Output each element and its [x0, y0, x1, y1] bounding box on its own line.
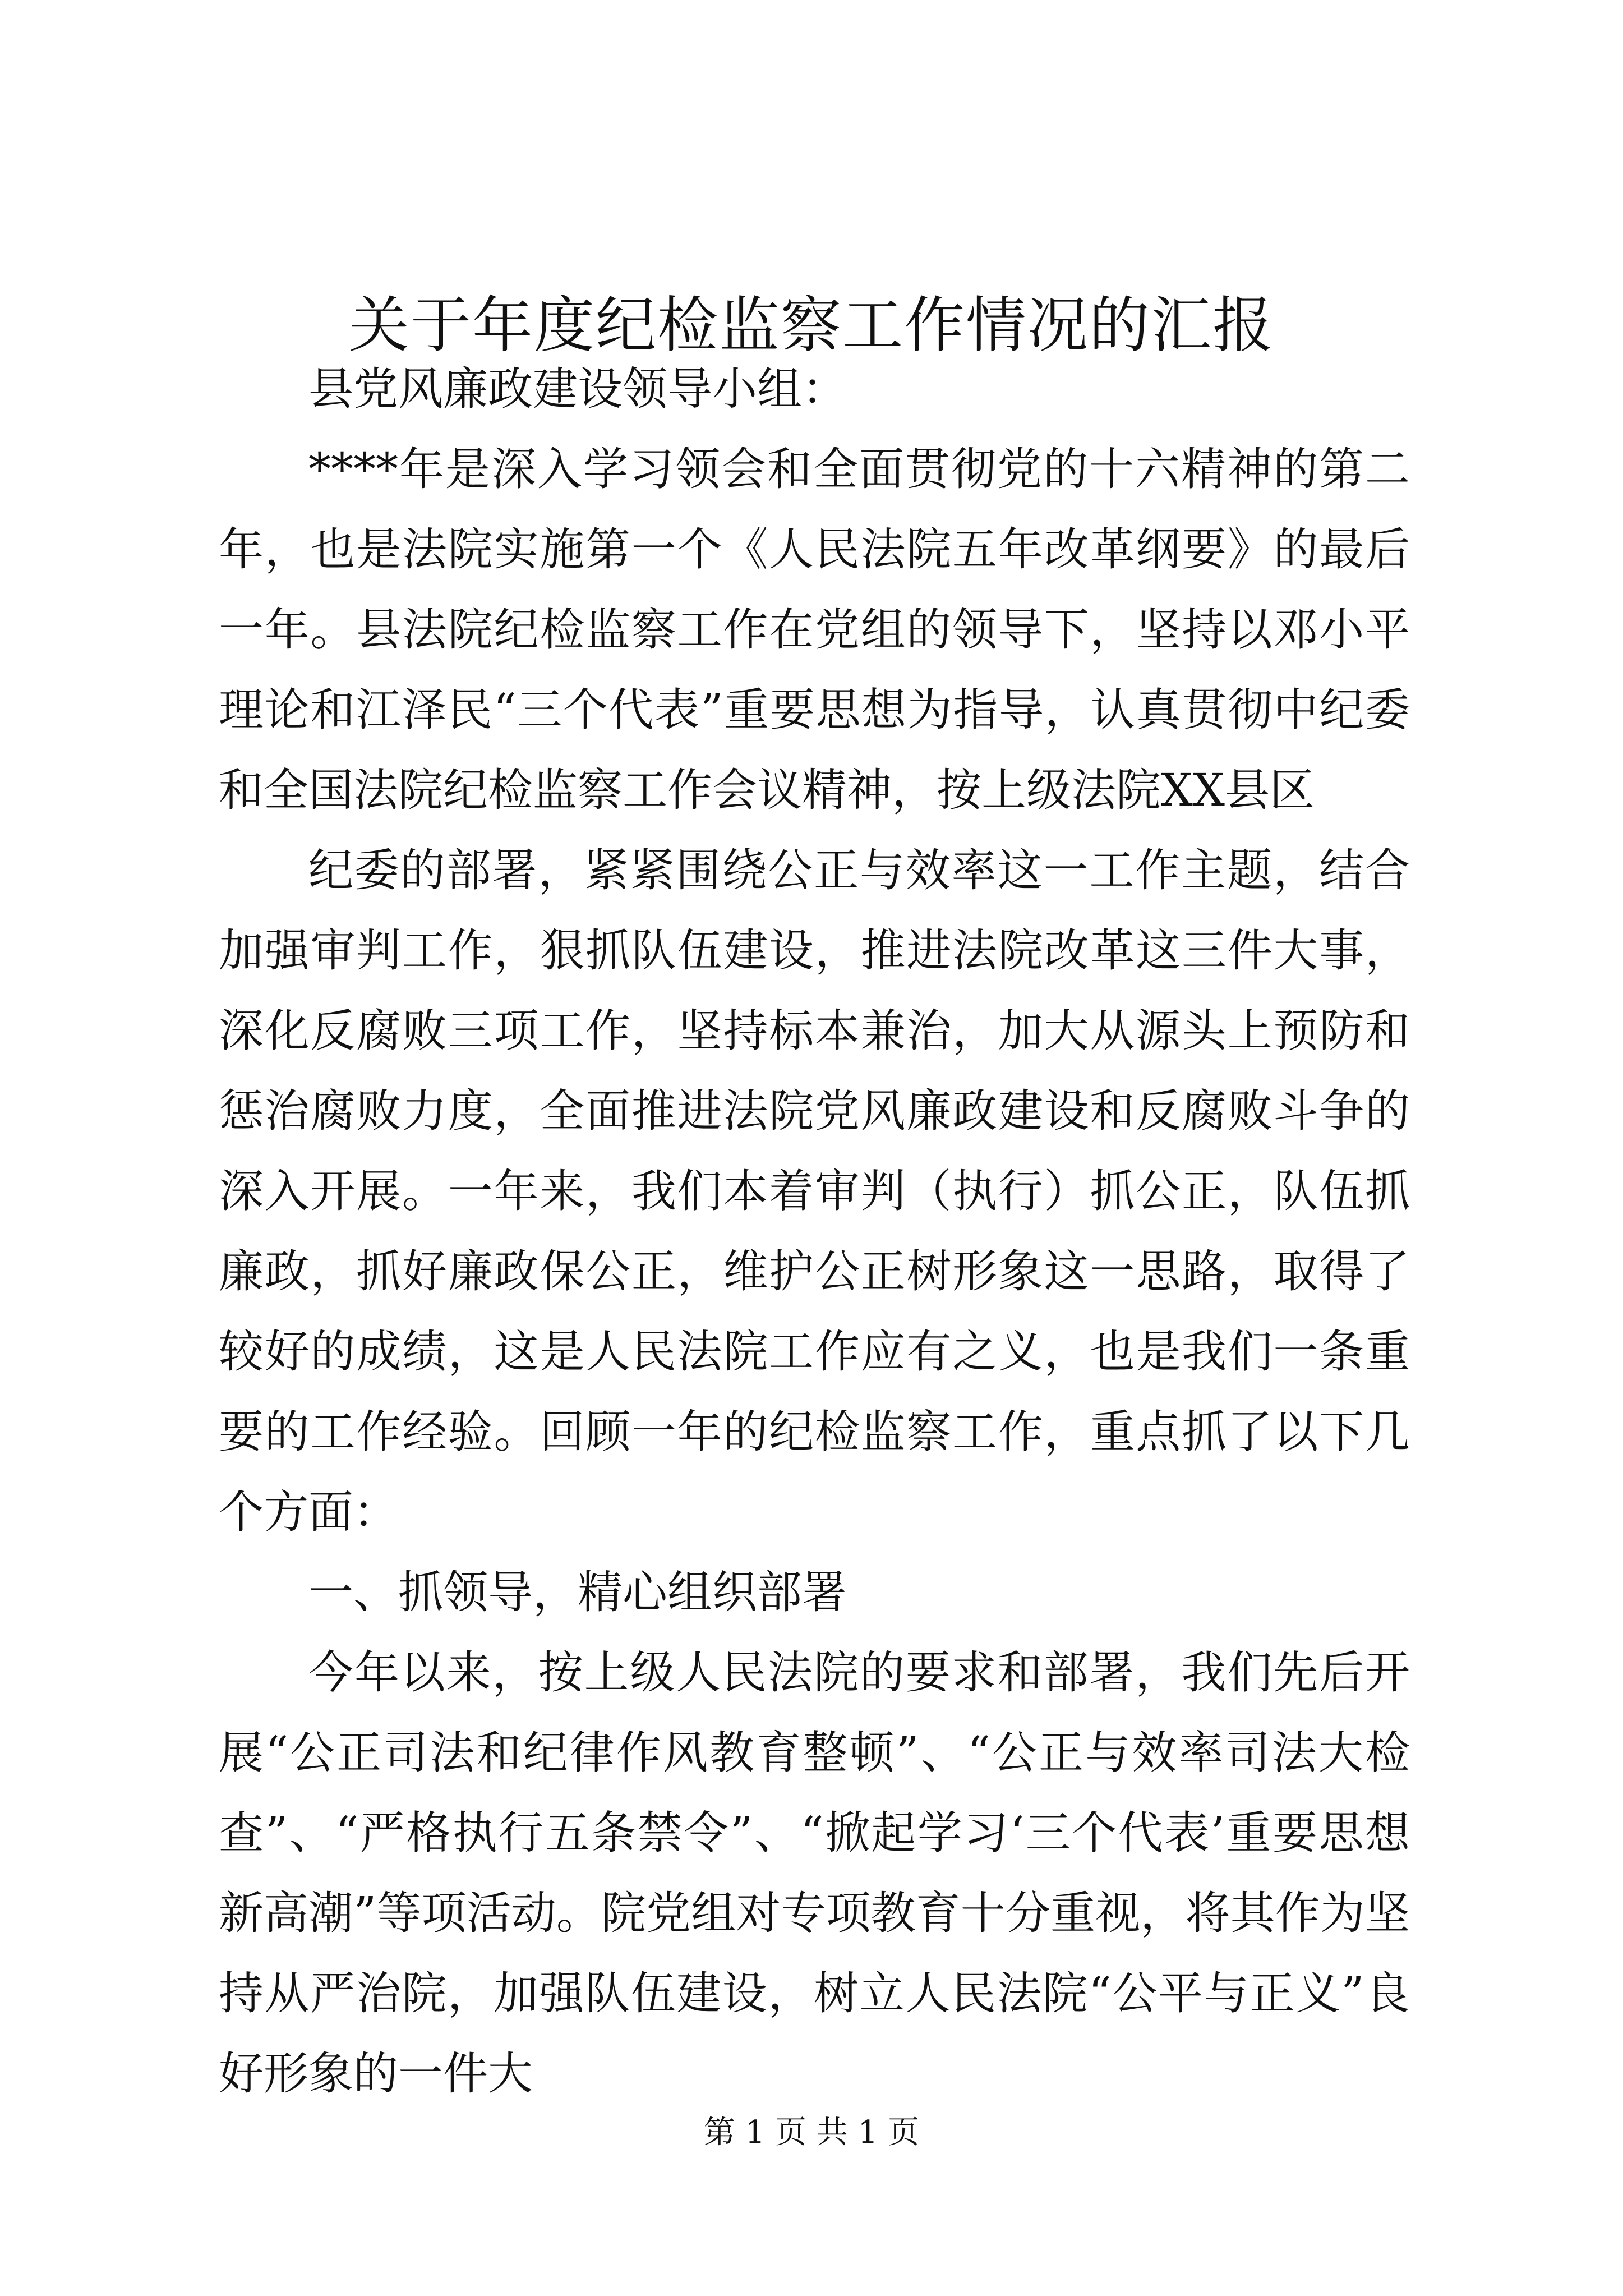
- document-title: 关于年度纪检监察工作情况的汇报: [348, 291, 1274, 361]
- page-footer: 第 1 页 共 1 页: [703, 2114, 920, 2151]
- body-paragraph-section-1: 今年以来，按上级人民法院的要求和部署，我们先后开展“公正司法和纪律作风教育整顿”、“公正与效率司法大检查”、“严格执行五条禁令”、“掀起学习‘三个代表’重要思想新高潮”等项活动。院党组对专项教育十分重视，将其作为坚持从严治院，加强队伍建设，树立人民法院“公平与正义”良好形象的一件大: [219, 1646, 1410, 2100]
- body-paragraph-summary: 纪委的部署，紧紧围绕公正与效率这一工作主题，结合加强审判工作，狠抓队伍建设，推进法院改革这三件大事，深化反腐败三项工作，坚持标本兼治，加大从源头上预防和惩治腐败力度，全面推进法院党风廉政建设和反腐败斗争的深入开展。一年来，我们本着审判（执行）抓公正，队伍抓廉政，抓好廉政保公正，维护公正树形象这一思路，取得了较好的成绩，这是人民法院工作应有之义，也是我们一条重要的工作经验。回顾一年的纪检监察工作，重点抓了以下几个方面：: [219, 844, 1410, 1538]
- body-paragraph-intro: ****年是深入学习领会和全面贯彻党的十六精神的第二年，也是法院实施第一个《人民法院五年改革纲要》的最后一年。县法院纪检监察工作在党组的领导下，坚持以邓小平理论和江泽民“三个代表”重要思想为指导，认真贯彻中纪委和全国法院纪检监察工作会议精神，按上级法院XX县区: [219, 443, 1410, 816]
- salutation-paragraph: 县党风廉政建设领导小组：: [308, 363, 847, 415]
- document-body: [219, 349, 1410, 2114]
- section-heading-1: 一、抓领导，精心组织部署: [308, 1566, 847, 1618]
